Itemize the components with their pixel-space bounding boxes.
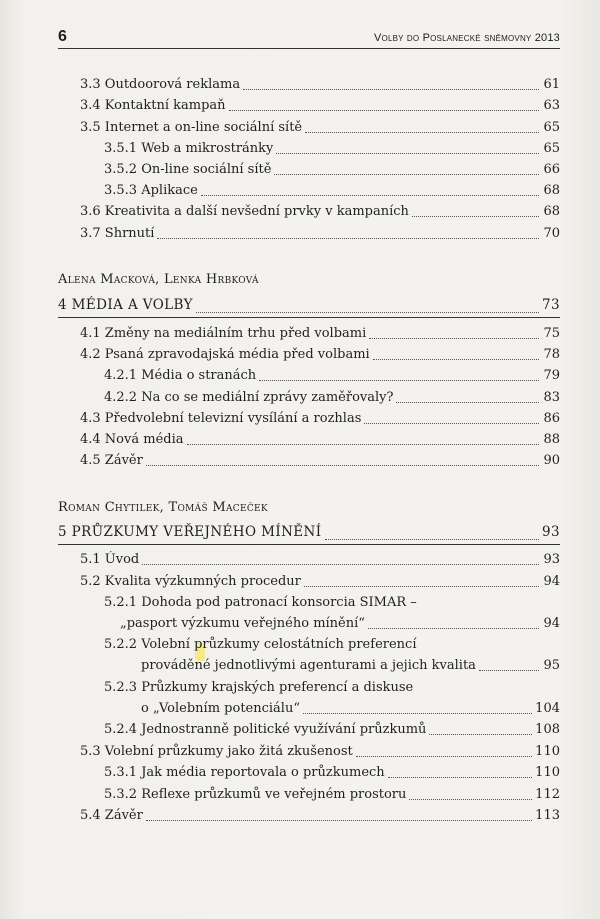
toc-entry[interactable]	[80, 225, 560, 243]
toc-entry-page: 110	[535, 744, 560, 759]
toc-entry[interactable]	[80, 452, 560, 470]
toc-entry[interactable]	[104, 786, 560, 804]
toc-entry-label: 4.1 Změny na mediálním trhu před volbami	[80, 326, 367, 341]
toc-entry-page: 75	[543, 326, 560, 341]
toc-entry-page: 110	[535, 765, 560, 780]
toc-entry-label: 5.2.4 Jednostranně politické využívání průzkumů	[104, 722, 427, 737]
toc-entry[interactable]	[80, 76, 560, 94]
toc-entry-page: 93	[543, 552, 560, 567]
toc-entry-page: 78	[543, 347, 560, 362]
toc-entry[interactable]	[80, 346, 560, 364]
toc-entry-label: 5.2 Kvalita výzkumných procedur	[80, 574, 301, 589]
toc-entry[interactable]	[141, 657, 560, 675]
toc-entry-page: 83	[543, 390, 560, 405]
toc-entry-label: 3.5 Internet a on-line sociální sítě	[80, 120, 303, 135]
toc-entry-page: 95	[543, 658, 560, 673]
toc-entry-page: 68	[543, 204, 560, 219]
toc-entry-label: 3.7 Shrnutí	[80, 226, 155, 241]
toc-entry[interactable]	[141, 700, 560, 718]
toc-entry-page: 66	[543, 162, 560, 177]
toc-entry-label: 3.6 Kreativita a další nevšední prvky v kampaních	[80, 204, 409, 219]
toc-entry-label: 5.2.1 Dohoda pod patronací konsorcia SIMAR –	[104, 595, 417, 610]
chapter-heading[interactable]	[58, 297, 560, 318]
toc-entry-label: 4.2.1 Média o stranách	[104, 368, 257, 383]
toc-entry-page: 68	[543, 183, 560, 198]
running-title: Volby do Poslanecké sněmovny 2013	[373, 32, 560, 44]
toc-entry-page: 90	[543, 453, 560, 468]
toc-entry-page: 61	[543, 77, 560, 92]
chapter-title: 5 PRŮZKUMY VEŘEJNÉHO MÍNĚNÍ	[58, 524, 322, 540]
toc-entry-page: 88	[543, 432, 560, 447]
chapter-page: 93	[542, 524, 560, 540]
toc-entry[interactable]	[80, 573, 560, 591]
toc-entry[interactable]	[80, 807, 560, 825]
toc-entry[interactable]	[80, 743, 560, 761]
toc-entry[interactable]	[80, 97, 560, 115]
toc-entry-label: „pasport výzkumu veřejného mínění“	[120, 616, 365, 631]
toc-entry-label: 4.4 Nová média	[80, 432, 184, 447]
toc-entry-page: 104	[535, 701, 560, 716]
toc-entry-page: 112	[535, 787, 560, 802]
toc-entry[interactable]	[80, 410, 560, 428]
toc-entry[interactable]	[104, 721, 560, 739]
toc-entry[interactable]	[80, 325, 560, 343]
toc-entry-page: 113	[535, 808, 560, 823]
toc-entry[interactable]	[104, 140, 560, 158]
toc-entry[interactable]	[104, 182, 560, 200]
toc-entry-label: 5.3.2 Reflexe průzkumů ve veřejném prostoru	[104, 787, 407, 802]
toc-entry-page: 86	[543, 411, 560, 426]
chapter-page: 73	[542, 297, 560, 313]
toc-entry-label: 3.5.1 Web a mikrostránky	[104, 141, 274, 156]
toc-entry-label: 5.2.3 Průzkumy krajských preferencí a diskuse	[104, 680, 414, 695]
toc-entry-page: 65	[543, 120, 560, 135]
toc-entry[interactable]	[120, 615, 560, 633]
toc-entry-label: 5.1 Úvod	[80, 552, 140, 567]
toc-entry-label: 5.3 Volební průzkumy jako žitá zkušenost	[80, 744, 353, 759]
toc-entry-page: 63	[543, 98, 560, 113]
toc-entry[interactable]	[104, 367, 560, 385]
toc-entry-label: 5.2.2 Volební průzkumy celostátních preferencí	[104, 637, 417, 652]
toc-entry[interactable]	[104, 389, 560, 407]
toc-entry-label: 3.5.3 Aplikace	[104, 183, 198, 198]
toc-entry-page: 70	[543, 226, 560, 241]
chapter-authors: Alena Macková, Lenka Hrbková	[58, 272, 259, 287]
chapter-heading[interactable]	[58, 524, 560, 545]
toc-entry-label: prováděné jednotlivými agenturami a jejich kvalita	[141, 658, 476, 673]
toc-entry-page: 65	[543, 141, 560, 156]
toc-entry-label: 3.5.2 On-line sociální sítě	[104, 162, 272, 177]
page-number: 6	[58, 28, 67, 45]
toc-entry-label: 4.2.2 Na co se mediální zprávy zaměřovaly?	[104, 390, 394, 405]
toc-entry[interactable]	[104, 764, 560, 782]
toc-entry-page: 94	[543, 574, 560, 589]
page-header	[58, 28, 560, 49]
toc-entry-page: 108	[535, 722, 560, 737]
toc-entry[interactable]	[80, 119, 560, 137]
toc-entry-page: 94	[543, 616, 560, 631]
toc-entry-label: 4.5 Závěr	[80, 453, 143, 468]
chapter-authors: Roman Chytilek, Tomáš Maceček	[58, 500, 268, 515]
toc-entry[interactable]	[80, 431, 560, 449]
toc-entry[interactable]	[80, 203, 560, 221]
toc-entry-label: 4.2 Psaná zpravodajská média před volbami	[80, 347, 370, 362]
toc-entry-label: 5.3.1 Jak média reportovala o průzkumech	[104, 765, 385, 780]
chapter-title: 4 MÉDIA A VOLBY	[58, 297, 193, 313]
toc-entry[interactable]	[80, 551, 560, 569]
toc-entry[interactable]	[104, 161, 560, 179]
toc-entry-label: 4.3 Předvolební televizní vysílání a rozhlas	[80, 411, 362, 426]
toc-entry-label: 5.4 Závěr	[80, 808, 143, 823]
toc-entry-label: o „Volebním potenciálu“	[141, 701, 300, 716]
toc-entry-label: 3.4 Kontaktní kampaň	[80, 98, 226, 113]
toc-entry-page: 79	[543, 368, 560, 383]
toc-entry-label: 3.3 Outdoorová reklama	[80, 77, 241, 92]
